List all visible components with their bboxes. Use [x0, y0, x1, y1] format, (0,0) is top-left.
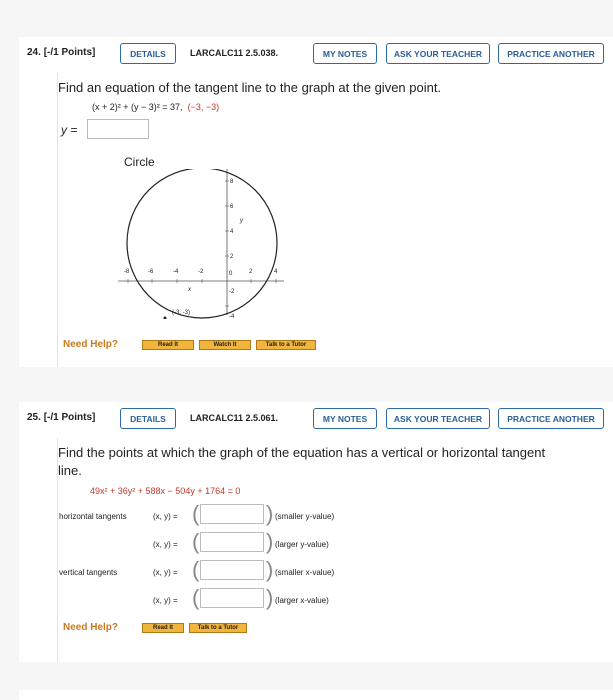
vertical-tangent-smaller-input[interactable] — [200, 560, 264, 580]
x-tick-label: -2 — [198, 269, 204, 275]
horizontal-tangent-smaller-input[interactable] — [200, 504, 264, 524]
row-note: (smaller y-value) — [275, 512, 335, 521]
question-24-number: 24. [-/1 Points] — [27, 47, 96, 58]
x-tick-label: -4 — [173, 269, 179, 275]
watch-it-button[interactable]: Watch It — [199, 340, 251, 350]
horizontal-tangents-label: horizontal tangents — [59, 512, 127, 521]
x-tick-label: 0 — [229, 271, 233, 277]
close-paren: ) — [266, 529, 274, 554]
next-question-edge — [19, 690, 613, 700]
horizontal-tangent-larger-input[interactable] — [200, 532, 264, 552]
open-paren: ( — [192, 501, 200, 526]
question-25-body — [57, 438, 599, 662]
x-tick-label: -6 — [148, 269, 154, 275]
open-paren: ( — [192, 585, 200, 610]
vertical-tangent-larger-input[interactable] — [200, 588, 264, 608]
answer-label: y = — [61, 123, 78, 137]
xy-label: (x, y) = — [153, 596, 178, 605]
equation: (x + 2)² + (y − 3)² = 37, (−3, −3) — [92, 102, 220, 112]
row-note: (smaller x-value) — [275, 568, 335, 577]
x-axis-label: x — [188, 287, 191, 293]
question-25-header — [19, 402, 613, 438]
ask-your-teacher-button[interactable]: ASK YOUR TEACHER — [386, 43, 490, 64]
question-24-body — [57, 73, 599, 367]
read-it-button[interactable]: Read It — [142, 623, 184, 633]
practice-another-button[interactable]: PRACTICE ANOTHER — [498, 408, 604, 429]
talk-to-tutor-button[interactable]: Talk to a Tutor — [189, 623, 247, 633]
close-paren: ) — [266, 557, 274, 582]
y-axis-label: y — [240, 218, 243, 224]
y-tick-label: -2 — [229, 289, 235, 295]
given-point: (−3, −3) — [187, 102, 220, 112]
y-tick-label: 2 — [230, 254, 234, 260]
x-tick-label: 4 — [274, 269, 278, 275]
need-help-label: Need Help? — [63, 622, 119, 633]
question-prompt: Find an equation of the tangent line to the graph at the given point. — [58, 80, 442, 95]
ask-your-teacher-button[interactable]: ASK YOUR TEACHER — [386, 408, 490, 429]
talk-to-tutor-button[interactable]: Talk to a Tutor — [256, 340, 316, 350]
question-24 — [19, 37, 613, 367]
xy-label: (x, y) = — [153, 568, 178, 577]
details-button[interactable]: DETAILS — [120, 408, 176, 429]
row-note: (larger x-value) — [275, 596, 329, 605]
open-paren: ( — [192, 529, 200, 554]
read-it-button[interactable]: Read It — [142, 340, 194, 350]
question-24-header — [19, 37, 613, 73]
vertical-tangents-label: vertical tangents — [59, 568, 118, 577]
row-note: (larger y-value) — [275, 540, 329, 549]
assignment-code: LARCALC11 2.5.061. — [190, 413, 279, 423]
y-tick-label: -4 — [229, 314, 235, 319]
need-help-label: Need Help? — [63, 339, 119, 350]
point-label: (-3, -3) — [172, 310, 190, 316]
x-tick-label: 2 — [249, 269, 253, 275]
circle-curve — [127, 169, 277, 318]
circle-graph — [118, 169, 288, 319]
my-notes-button[interactable]: MY NOTES — [313, 408, 377, 429]
xy-label: (x, y) = — [153, 540, 178, 549]
practice-another-button[interactable]: PRACTICE ANOTHER — [498, 43, 604, 64]
question-25 — [19, 402, 613, 662]
x-tick-label: -8 — [124, 269, 130, 275]
y-tick-label: 4 — [230, 229, 234, 235]
my-notes-button[interactable]: MY NOTES — [313, 43, 377, 64]
equation: 49x² + 36y² + 588x − 504y + 1764 = 0 — [90, 486, 241, 496]
xy-label: (x, y) = — [153, 512, 178, 521]
tangent-point-marker — [164, 317, 167, 320]
close-paren: ) — [266, 501, 274, 526]
y-tick-label: 6 — [230, 204, 234, 210]
graph-title: Circle — [124, 155, 155, 169]
question-prompt: Find the points at which the graph of the equation has a vertical or horizontal tangent line. — [58, 445, 546, 478]
question-25-number: 25. [-/1 Points] — [27, 412, 96, 423]
open-paren: ( — [192, 557, 200, 582]
y-tick-label: 8 — [230, 179, 234, 185]
close-paren: ) — [266, 585, 274, 610]
details-button[interactable]: DETAILS — [120, 43, 176, 64]
assignment-code: LARCALC11 2.5.038. — [190, 48, 279, 58]
answer-input[interactable] — [87, 119, 149, 139]
